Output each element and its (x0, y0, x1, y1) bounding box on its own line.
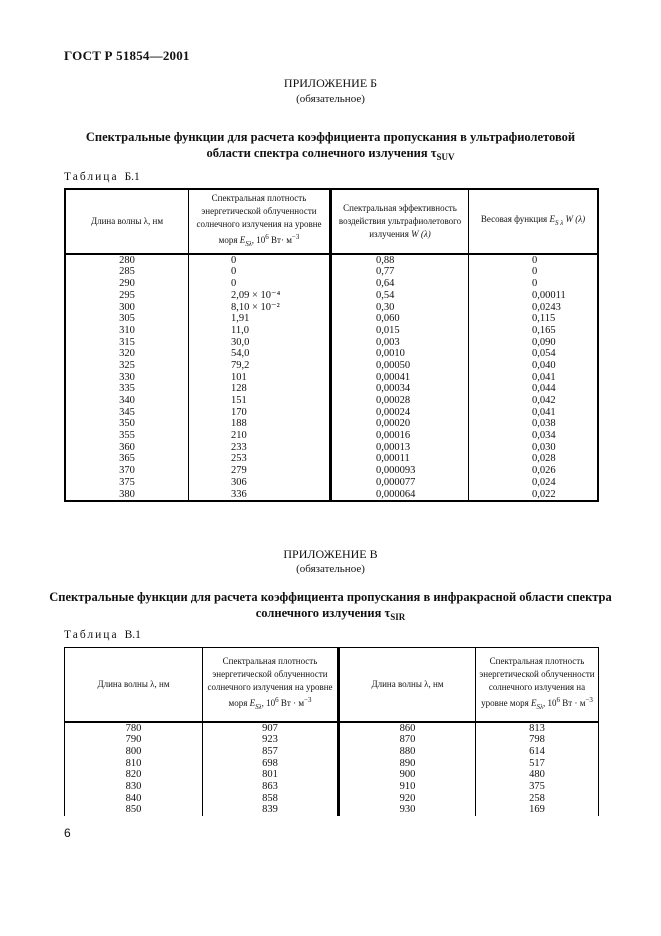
table-cell: 300 (119, 301, 135, 313)
table-cell: 0,054 (532, 348, 556, 360)
table-cell: 923 (262, 734, 278, 746)
document-code: ГОСТ Р 51854—2001 (64, 48, 190, 63)
table-cell: 857 (262, 745, 278, 757)
table-cell: 813 (529, 722, 545, 734)
table-cell: 0,090 (532, 336, 556, 348)
table-cell: 907 (262, 722, 278, 734)
table-cell: 0,54 (376, 289, 395, 301)
table-cell: 800 (125, 745, 142, 757)
table-cell: 890 (399, 757, 416, 769)
table-cell: 151 (231, 395, 247, 407)
table-cell: 30,0 (231, 336, 250, 348)
table-cell: 0,00020 (376, 418, 411, 430)
appendix-b-heading-line2: области спектра солнечного излучения $\tau_{SUV}$ (206, 146, 455, 162)
table-cell: 0,00024 (376, 406, 411, 418)
col-header-irradiance: Спектральная плотность энергетической облученности солнечного излучения на уровне моря $E_{S\lambda}$, $10^6$ $Вт\cdot м^{-3}$ (189, 189, 331, 254)
table-cell: 0 (532, 278, 538, 290)
table-cell: 375 (529, 780, 545, 792)
table-cell: 0 (231, 266, 237, 278)
table-cell: 375 (119, 476, 135, 488)
column-irradiance-right-values (476, 722, 599, 817)
table-cell: 285 (119, 266, 135, 278)
table-cell: 306 (231, 476, 247, 488)
col-header-wavelength-left: Длина волны λ, нм (65, 648, 203, 722)
appendix-v-subtitle: (обязательное) (296, 563, 365, 575)
table-cell: 0,77 (376, 266, 395, 278)
table-b1 (64, 188, 599, 502)
col-header-wavelength-right: Длина волны λ, нм (339, 648, 476, 722)
table-cell: 0,030 (532, 441, 556, 453)
table-cell: 614 (529, 745, 545, 757)
table-cell: 320 (119, 348, 135, 360)
table-cell: 820 (125, 769, 142, 781)
table-cell: 0 (231, 254, 237, 266)
table-cell: 0 (532, 266, 538, 278)
table-cell: 0,88 (376, 254, 395, 266)
table-cell: 253 (231, 453, 247, 465)
table-cell: 0,000064 (376, 488, 416, 500)
table-cell: 370 (119, 465, 135, 477)
table-cell: 0,000077 (376, 476, 416, 488)
table-cell: 850 (125, 804, 142, 816)
table-cell: 0,044 (532, 383, 556, 395)
appendix-v-heading-line2: солнечного излучения $\tau_{SIR}$ (255, 606, 406, 622)
table-cell: 920 (399, 792, 416, 804)
col-header-irradiance-right: Спектральная плотность энергетической облученности солнечного излучения на уровне моря $E_{S\lambda}$, $10^6$ Вт · $м^{-3}$ (476, 648, 599, 722)
table-cell: 0,165 (532, 324, 556, 336)
table-cell: 350 (119, 418, 135, 430)
table-cell: 355 (119, 430, 135, 442)
table-cell: 2,09 × 10⁻⁴ (231, 289, 281, 301)
table-cell: 258 (529, 792, 545, 804)
table-cell: 0,0010 (376, 348, 405, 360)
table-cell: 801 (262, 769, 278, 781)
column-irradiance-left-values (203, 722, 339, 817)
table-cell: 0,0243 (532, 301, 561, 313)
table-cell: 1,91 (231, 313, 250, 325)
table-cell: 0,000093 (376, 465, 416, 477)
appendix-v-title: ПРИЛОЖЕНИЕ В (283, 547, 378, 561)
table-cell: 880 (399, 745, 416, 757)
table-cell: 790 (125, 734, 142, 746)
table-cell: 930 (399, 804, 416, 816)
table-cell: 0,040 (532, 359, 556, 371)
appendix-v-heading-line1: Спектральные функции для расчета коэффициента пропускания в инфракрасной области спектра (49, 590, 612, 604)
table-cell: 860 (399, 722, 416, 734)
table-b1-number: Б.1 (124, 171, 140, 183)
appendix-b-subtitle: (обязательное) (296, 93, 365, 105)
table-cell: 0,003 (376, 336, 400, 348)
table-cell: 188 (231, 418, 247, 430)
table-cell: 335 (119, 383, 135, 395)
column-efficiency-values (331, 254, 469, 501)
table-cell: 840 (125, 792, 142, 804)
table-cell: 900 (399, 769, 416, 781)
col-header-weight: Весовая функция $E_{S \lambda}$ W (λ) (469, 189, 599, 254)
table-cell: 0,041 (532, 406, 556, 418)
table-cell: 0,64 (376, 278, 395, 290)
appendix-b-heading (60, 129, 601, 165)
table-cell: 858 (262, 792, 278, 804)
table-cell: 517 (529, 757, 545, 769)
table-cell: 0,00034 (376, 383, 411, 395)
table-cell: 0,038 (532, 418, 556, 430)
table-cell: 233 (231, 441, 247, 453)
table-cell: 0,026 (532, 465, 556, 477)
table-v1-label: Таблица В.1 (64, 629, 141, 641)
table-cell: 798 (529, 734, 545, 746)
table-cell: 325 (119, 359, 135, 371)
table-cell: 0,00011 (376, 453, 410, 465)
table-v1 (64, 647, 599, 816)
table-cell: 480 (529, 769, 545, 781)
table-cell: 330 (119, 371, 135, 383)
table-cell: 810 (125, 757, 142, 769)
table-cell: 0,060 (376, 313, 400, 325)
table-cell: 830 (125, 780, 142, 792)
tau-subscript: SIR (390, 612, 406, 622)
table-cell: 0,015 (376, 324, 400, 336)
column-weight-values (469, 254, 599, 501)
table-cell: 863 (262, 780, 278, 792)
table-cell: 310 (119, 324, 135, 336)
column-wavelength-values (65, 254, 189, 501)
table-cell: 698 (262, 757, 278, 769)
table-cell: 380 (119, 488, 135, 500)
col-header-efficiency: Спектральная эффективность воздействия ультрафиолетового излучения W (λ) (331, 189, 469, 254)
table-cell: 0 (231, 278, 237, 290)
table-cell: 839 (262, 804, 278, 816)
table-cell: 295 (119, 289, 135, 301)
page-number: 6 (64, 826, 71, 840)
appendix-v-heading (40, 589, 621, 625)
appendix-b-title: ПРИЛОЖЕНИЕ Б (283, 76, 378, 90)
table-cell: 0,00016 (376, 430, 411, 442)
table-cell: 0,034 (532, 430, 556, 442)
appendix-b-heading-line1: Спектральные функции для расчета коэффициента пропускания в ультрафиолетовой (85, 130, 576, 144)
column-wavelength-right-values (339, 722, 476, 817)
column-wavelength-left-values (65, 722, 203, 817)
table-cell: 8,10 × 10⁻² (231, 301, 280, 313)
table-cell: 0,00050 (376, 359, 411, 371)
table-cell: 79,2 (231, 359, 250, 371)
table-b1-label: Таблица Б.1 (64, 171, 140, 183)
table-cell: 11,0 (231, 324, 249, 336)
col-header-irradiance-left: Спектральная плотность энергетической облученности солнечного излучения на уровне моря $E_{S\lambda}$, $10^6$ Вт · $м^{-3}$ (203, 648, 339, 722)
tau-subscript: SUV (436, 152, 455, 162)
table-cell: 210 (231, 430, 247, 442)
table-cell: 290 (119, 278, 135, 290)
table-v1-number: В.1 (124, 629, 141, 641)
table-cell: 0,115 (532, 313, 556, 325)
col-header-wavelength: Длина волны λ, нм (65, 189, 189, 254)
table-cell: 780 (125, 722, 142, 734)
table-cell: 101 (231, 371, 247, 383)
table-cell: 0,041 (532, 371, 556, 383)
table-cell: 170 (231, 406, 247, 418)
table-cell: 128 (231, 383, 247, 395)
table-cell: 54,0 (231, 348, 250, 360)
table-cell: 345 (119, 406, 135, 418)
table-cell: 315 (119, 336, 135, 348)
table-cell: 279 (231, 465, 247, 477)
table-cell: 336 (231, 488, 247, 500)
table-cell: 0,024 (532, 476, 556, 488)
table-cell: 0 (532, 254, 538, 266)
column-irradiance-values (189, 254, 331, 501)
table-cell: 0,00041 (376, 371, 411, 383)
table-cell: 365 (119, 453, 135, 465)
table-cell: 0,30 (376, 301, 395, 313)
table-cell: 0,00011 (532, 289, 566, 301)
table-cell: 0,00013 (376, 441, 411, 453)
table-cell: 305 (119, 313, 135, 325)
table-cell: 360 (119, 441, 135, 453)
table-cell: 870 (399, 734, 416, 746)
table-cell: 0,022 (532, 488, 556, 500)
table-cell: 280 (119, 254, 135, 266)
table-cell: 0,028 (532, 453, 556, 465)
table-cell: 169 (529, 804, 545, 816)
table-cell: 340 (119, 395, 135, 407)
table-cell: 0,00028 (376, 395, 411, 407)
table-cell: 0,042 (532, 395, 556, 407)
table-cell: 910 (399, 780, 416, 792)
